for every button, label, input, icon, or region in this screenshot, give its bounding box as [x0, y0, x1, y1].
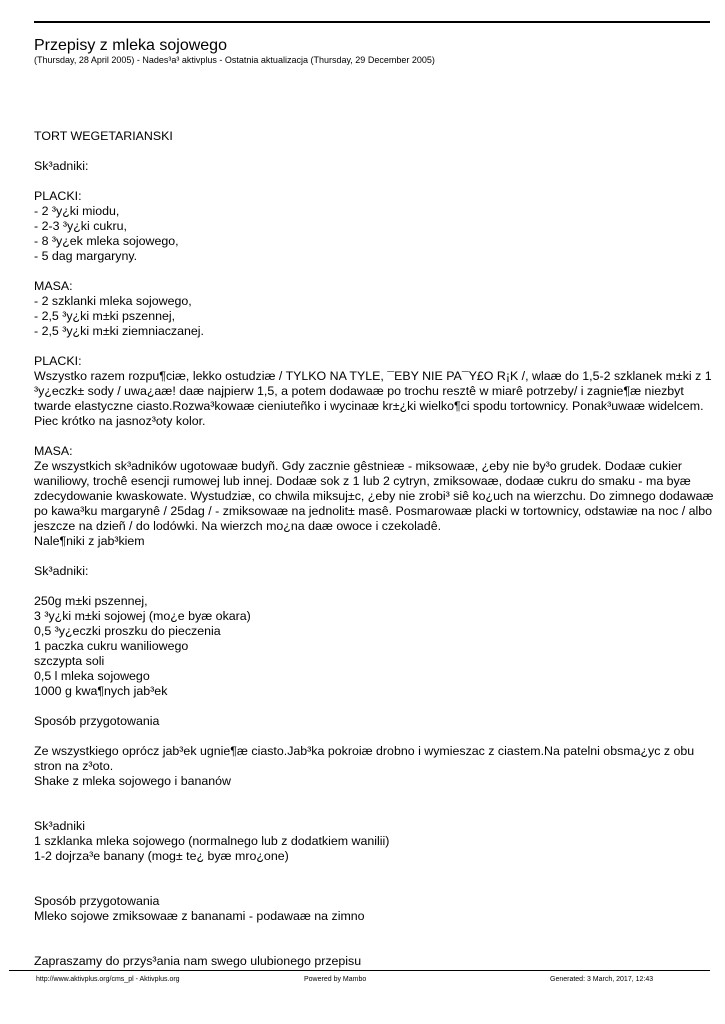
page-subtitle: (Thursday, 28 April 2005) - Nades³a³ aktivplus - Ostatnia aktualizacja (Thursday, 29 December 2005): [34, 55, 435, 65]
page-title: Przepisy z mleka sojowego: [34, 37, 227, 54]
placki-ingredients: PLACKI: - 2 ³y¿ki miodu, - 2-3 ³y¿ki cukru, - 8 ³y¿ek mleka sojowego, - 5 dag margaryny.: [34, 189, 179, 263]
nalesniki-method: Ze wszystkiego oprócz jab³ek ugnie¶æ ciasto.Jab³ka pokroiæ drobno i wymieszac z ciastem.Na patelni obsma¿yc z obu stron na z³oto. Shake z mleka sojowego i bananów: [34, 744, 695, 788]
shake-ingredients: Sk³adniki 1 szklanka mleka sojowego (normalnego lub z dodatkiem wanilii) 1-2 dojrza³e banany (mog± te¿ byæ mro¿one): [34, 819, 390, 863]
placki-instructions: PLACKI: Wszystko razem rozpu¶ciæ, lekko ostudziæ / TYLKO NA TYLE, ¯EBY NIE PA¯Y£O R¡K /, wlaæ do 1,5-2 szklanek m±ki z 1 ³y¿eczk± sody / uwa¿aæ! daæ najpierw 1,5, a potem dodawaæ po trochu resztê w miarê potrzeby/ i zagnie¶æ niezbyt twarde elastyczne ciasto.Rozwa³kowaæ cieniuteñko i wycinaæ kr±¿ki wielko¶ci spodu tortownicy. Ponak³uwaæ widelcem. Piec krótko na jasnoz³oty kolor.: [34, 354, 712, 428]
ingredients-label-2: Sk³adniki:: [34, 564, 89, 578]
masa-ingredients: MASA: - 2 szklanki mleka sojowego, - 2,5 ³y¿ki m±ki pszennej, - 2,5 ³y¿ki m±ki ziemniaczanej.: [34, 279, 204, 338]
footer-rule: [9, 970, 710, 971]
closing-text: Zapraszamy do przys³ania nam swego ulubionego przepisu: [34, 954, 362, 968]
top-rule: [34, 21, 710, 23]
nalesniki-ingredients: 250g m±ki pszennej, 3 ³y¿ki m±ki sojowej (mo¿e byæ okara) 0,5 ³y¿eczki proszku do pieczenia 1 paczka cukru waniliowego szczypta soli 0,5 l mleka sojowego 1000 g kwa¶nych jab³ek: [34, 594, 251, 698]
recipe-heading: TORT WEGETARIANSKI: [34, 129, 173, 143]
masa-instructions: MASA: Ze wszystkich sk³adników ugotowaæ budyñ. Gdy zacznie gêstnieæ - miksowaæ, ¿eby nie by³o grudek. Dodaæ cukier waniliowy, trochê esencji rumowej lub innej. Dodaæ sok z 1 lub 2 cytryn, zmiksowaæ, dodaæ cukru do smaku - ma byæ zdecydowanie kwaskowate. Wystudziæ, co chwila miksuj±c, ¿eby nie zrobi³ siê ko¿uch na wierzchu. Do zimnego dodawaæ po kawa³ku margarynê / 25dag / - zmiksowaæ na jednolit± masê. Posmarowaæ placki w tortownicy, odstawiæ na noc / albo jeszcze na dzieñ / do lodówki. Na wierzch mo¿na daæ owoce i czekoladê. Nale¶niki z jab³kiem: [34, 444, 714, 548]
footer-generated: Generated: 3 March, 2017, 12:43: [550, 976, 654, 983]
footer-powered-by: Powered by Mambo: [304, 976, 367, 983]
ingredients-label: Sk³adniki:: [34, 159, 89, 173]
footer-url: http://www.aktivplus.org/cms_pl - Aktivplus.org: [36, 976, 180, 983]
article-body: [34, 129, 718, 969]
method-label: Sposób przygotowania: [34, 714, 160, 728]
shake-method: Sposób przygotowania Mleko sojowe zmiksowaæ z bananami - podawaæ na zimno: [34, 894, 365, 923]
